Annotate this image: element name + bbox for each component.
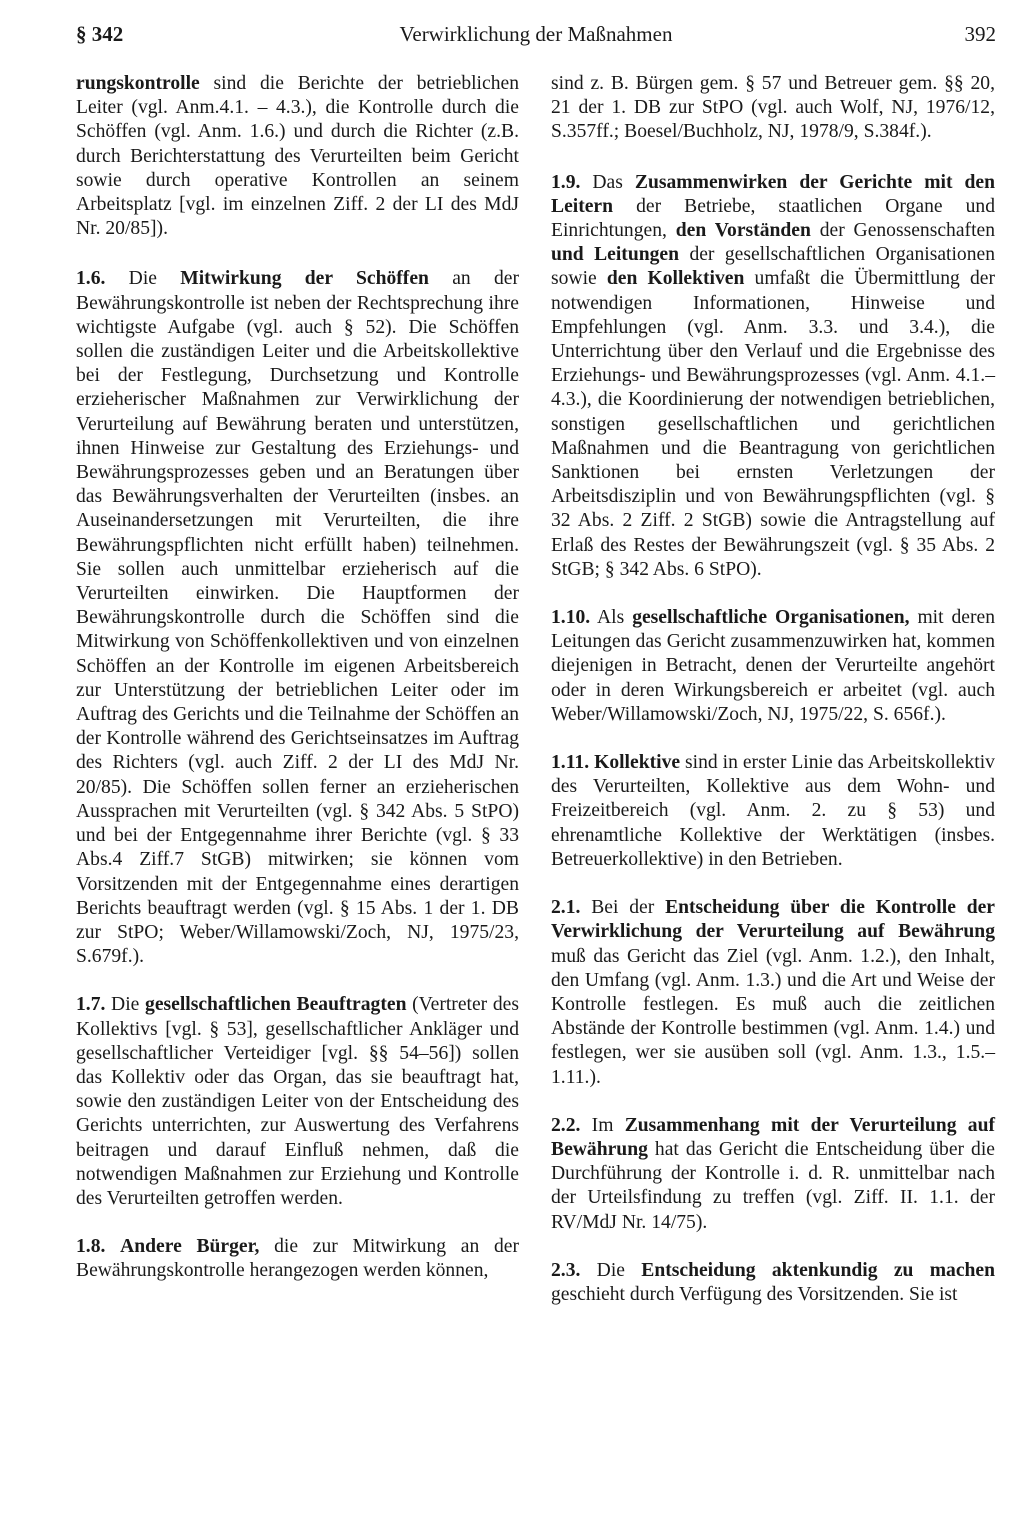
paragraph-1-6: 1.6. Die Mitwirkung der Schöffen an der Bewährungskontrolle ist neben der Rechtsprechung ihre wichtigste Aufgabe (vgl. auch § 52). Die Schöffen sollen die zuständigen Leiter und die Arbeitskollektive bei der Festlegung, Durchsetzung und Kontrolle erzieherischer Maßnahmen zur Verwirklichung der Verurteilung auf Bewährung beraten und unterstützen, ihnen Hinweise zur Gestaltung des Erziehungs- und Bewährungsprozesses geben und an Beratungen über das Bewährungsverhalten der Verurteilten (insbes. an Auseinandersetzungen mit Verurteilten, die ihre Bewährungspflichten nicht erfüllt haben) teilnehmen. Sie sollen auch unmittelbar erzieherisch auf die Verurteilten einwirken. Die Hauptformen der Bewährungskontrolle durch die Schöffen sind die Mitwirkung von Schöffenkollektiven und von einzelnen Schöffen an der Kontrolle im eigenen Arbeitsbereich zur Unterstützung der betrieblichen Leiter oder im Auftrag des Gerichts und die Teilnahme der Schöffen an der Kontrolle während des Gerichtseinsatzes im Auftrag des Richters (vgl. auch Ziff. 2 der LI des MdJ Nr. 20/85). Die Schöffen sollen ferner an erzieherischen Aussprachen mit Verurteilten (vgl. § 342 Abs. 5 StPO) und bei der Entgegennahme ihrer Berichte (vgl. § 33 Abs.4 Ziff.7 StGB) mitwirken; sie können vom Vorsitzenden mit der Entgegennahme eines derartigen Berichts beauftragt werden (vgl. § 15 Abs. 1 der 1. DB zur StPO; Weber/Willamowski/Zoch, NJ, 1975/23, S.679f.). — [76, 268, 519, 968]
page-header — [76, 22, 996, 58]
paragraph-1-7: 1.7. Die gesellschaftlichen Beauftragten (Vertreter des Kollektivs [vgl. § 53], gesellschaftlicher Ankläger und gesellschaftlicher Verteidiger [vgl. §§ 54–56]) sollen das Kollektiv oder das Organ, das sie beauftragt hat, sowie den zuständigen Leiter von der Entscheidung des Gerichts unterrichten, zur Auswertung des Verfahrens beitragen und darauf Einfluß nehmen, daß die notwendigen Maßnahmen zur Erziehung und Kontrolle des Verurteilten getroffen werden. — [76, 994, 519, 1209]
left-column — [76, 72, 519, 1308]
paragraph-continuation: rungskontrolle sind die Berichte der betrieblichen Leiter (vgl. Anm.4.1. – 4.3.), die Kontrolle durch die Schöffen (vgl. Anm. 1.6.) und durch die Richter (z.B. durch Berichterstattung des Verurteilten beim Gericht sowie durch operative Kontrollen an seinem Arbeitsplatz [vgl. im einzelnen Ziff. 2 der LI des MdJ Nr. 20/85]). — [76, 73, 519, 240]
running-title: Verwirklichung der Maßnahmen — [399, 22, 673, 46]
paragraph-1-10: 1.10. Als gesellschaftliche Organisationen, mit deren Leitungen das Gericht zusammenzuwirken hat, kommen diejenigen in Betracht, denen der Verurteilte angehört oder in deren Wirkungsbereich er arbeitet (vgl. auch Weber/Willamowski/Zoch, NJ, 1975/22, S. 656f.). — [551, 607, 996, 725]
paragraph-2-1: 2.1. Bei der Entscheidung über die Kontrolle der Verwirklichung der Verurteilung auf Bewährung muß das Gericht das Ziel (vgl. Anm. 1.2.), den Inhalt, den Umfang (vgl. Anm. 1.3.) und die Art und Weise der Kontrolle festlegen. Es muß auch die zeitlichen Abstände der Kontrolle bestimmen (vgl. Anm. 1.4.) und festlegen, wer sie ausüben soll (vgl. Anm. 1.3., 1.5.–1.11.). — [551, 897, 995, 1088]
right-column — [551, 72, 995, 1331]
section-marker: § 342 — [76, 22, 124, 46]
page-number: 392 — [964, 22, 996, 46]
paragraph-2-2: 2.2. Im Zusammenhang mit der Verurteilung auf Bewährung hat das Gericht die Entscheidung über die Durchführung der Kontrolle i. d. R. unmittelbar nach der Urteilsfindung zu treffen (vgl. Ziff. II. 1.1. der RV/MdJ Nr. 14/75). — [551, 1114, 995, 1233]
paragraph-1-9: 1.9. Das Zusammenwirken der Gerichte mit den Leitern der Betriebe, staatlichen Organe und Einrichtungen, den Vorständen der Genossenschaften und Leitungen der gesellschaftlichen Organisationen sowie den Kollektiven umfaßt die Übermittlung der notwendigen Informationen, Hinweise und Empfehlungen (vgl. Anm. 3.3. und 3.4.), die Unterrichtung über den Verlauf und die Ergebnisse des Erziehungs- und Bewährungsprozesses (vgl. Anm. 4.1.–4.3.), die Koordinierung der notwendigen betrieblichen, sonstigen gesellschaftlichen und gerichtlichen Maßnahmen und die Beantragung von gerichtlichen Sanktionen bei ernsten Verletzungen der Arbeitsdisziplin und von Bewährungspflichten (vgl. § 32 Abs. 2 Ziff. 2 StGB) sowie die Antragstellung auf Erlaß des Restes der Bewährungszeit (vgl. § 35 Abs. 2 StGB; § 342 Abs. 6 StPO). — [551, 171, 996, 580]
paragraph-2-3: 2.3. Die Entscheidung aktenkundig zu machen geschieht durch Verfügung des Vorsitzenden. Sie ist — [551, 1259, 996, 1305]
paragraph-1-8: 1.8. Andere Bürger, die zur Mitwirkung an der Bewährungskontrolle herangezogen werden können, — [76, 1236, 520, 1282]
paragraph-1-8-continuation: sind z. B. Bürgen gem. § 57 und Betreuer gem. §§ 20, 21 der 1. DB zur StPO (vgl. auch Wolf, NJ, 1976/12, S.357ff.; Boesel/Buchholz, NJ, 1978/9, S.384f.). — [551, 73, 995, 143]
paragraph-1-11: 1.11. Kollektive sind in erster Linie das Arbeitskollektiv des Verurteilten, Kollektive aus dem Wohn- und Freizeitbereich (vgl. Anm. 2. zu § 53) und ehrenamtliche Kollektive der Werktätigen (insbes. Betreuerkollektive) in den Betrieben. — [551, 752, 995, 870]
